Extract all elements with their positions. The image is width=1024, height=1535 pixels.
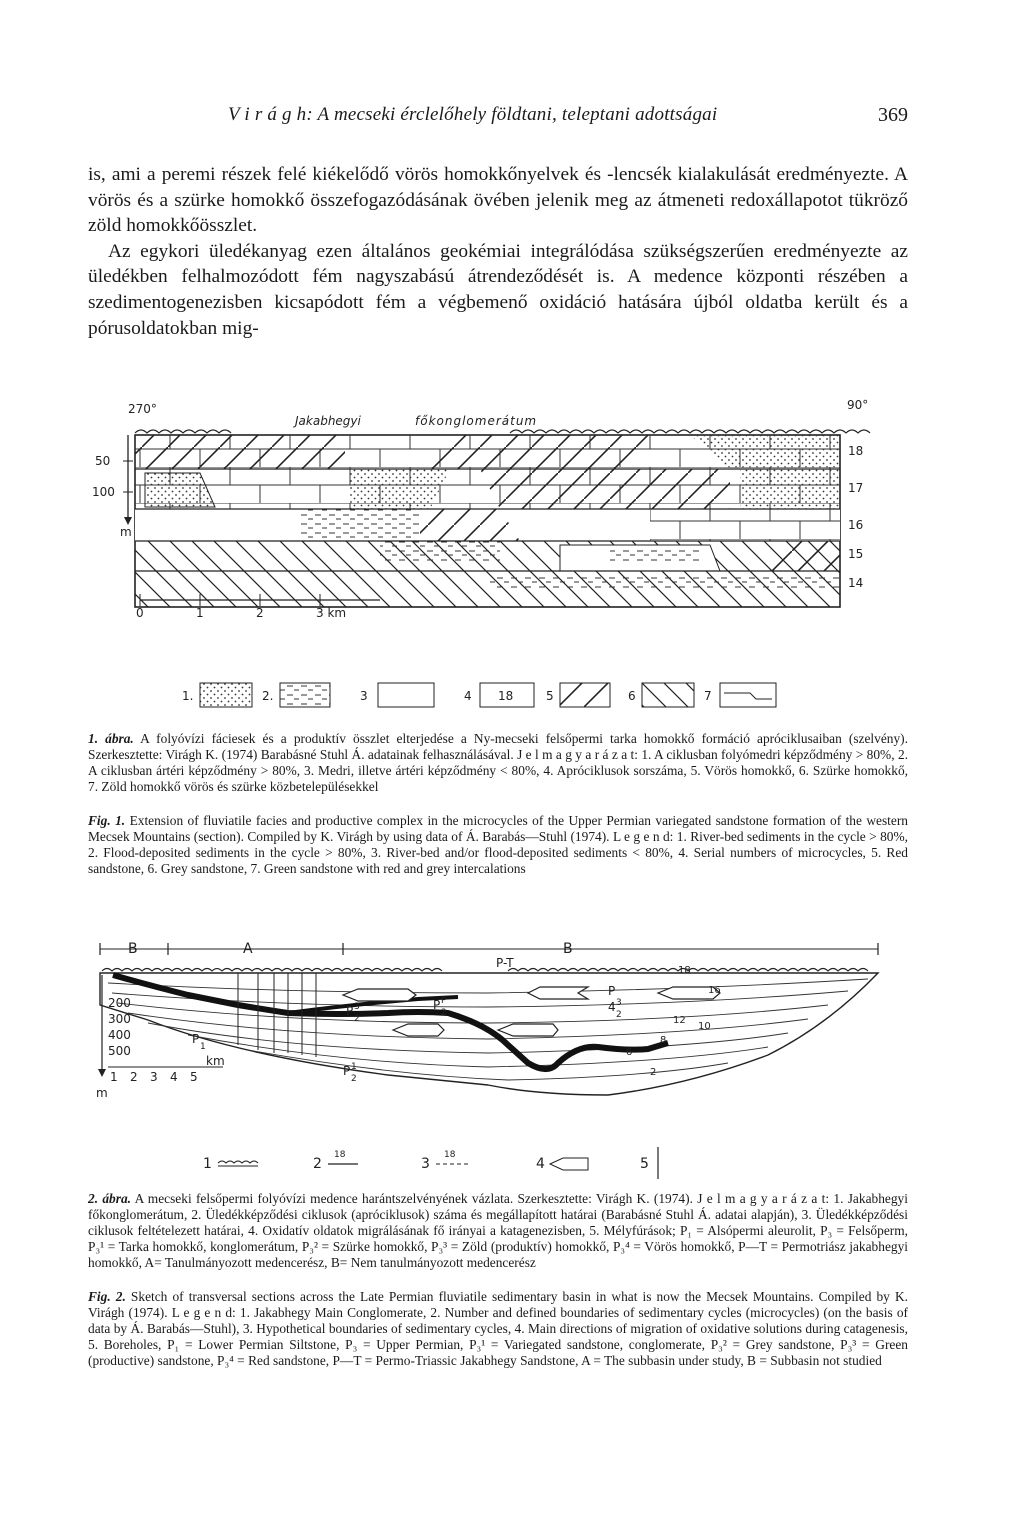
unit-p33b-sub: 2: [616, 1010, 622, 1020]
scale-1: 1: [196, 606, 204, 620]
figure-1-label-en: Fig. 1.: [88, 813, 126, 828]
cycle-6: 6: [626, 1047, 633, 1058]
km-unit: km: [206, 1054, 225, 1068]
legend-4-box-value: 18: [498, 689, 514, 703]
legend-3-swatch: [378, 683, 434, 707]
running-header: [228, 100, 908, 134]
unit-p31-label: P: [343, 1064, 351, 1078]
legend-7-num: 7: [704, 689, 712, 703]
scale-0: 0: [136, 606, 144, 620]
figure-2-legend-hu: 1. Jakabhegyi főkonglomerátum, 2. Üledékképződési ciklusok (apróciklusok) száma és megállapított határai (Barabásné Stuhl Á. adatai alapján), 3. Üledékképződési ciklusok feltételezett határai, 4. Oxidatív oldatok migrálásának fő irányai a katagenezisben, 5. Mélyfúrások; P₁ = Alsópermi aleurolit, P₃ = Felsőperm, P₃¹ = Tarka homokkő, konglomerátum, P₃² = Szürke homokkő, P₃³ = Zöld (produktív) homokkő, P₃⁴ = Vörös homokkő, P—T = Permotriász jakabhegyi homokkő, A= Tanulmányozott medencerész, B= Nem tanulmányozott medencerész: [88, 1191, 908, 1270]
figure-1-caption-hu: [88, 731, 908, 795]
legend-2-num: 2.: [262, 689, 274, 703]
unit-p34-label: P: [433, 998, 441, 1012]
scale-3km: 3 km: [316, 606, 347, 620]
legend2-2-value: 18: [334, 1150, 346, 1160]
angle-right-label: 90°: [847, 398, 869, 412]
cycle-18: 18: [678, 965, 691, 976]
figure-1-caption-en-text: Extension of fluviatile facies and productive complex in the microcycles of the Upper Permian variegated sandstone formation of the western Mecsek Mountains (section). Compiled by K. Virágh by using data of Á. Barabás—Stuhl (1974).: [88, 813, 908, 844]
km-5: 5: [190, 1070, 198, 1084]
unit-p34-sub: 2: [441, 1008, 447, 1018]
figure-1-legend-word-en: L e g e n d:: [612, 829, 674, 844]
figure-1-legend-en: 1. River-bed sediments in the cycle > 80%, 2. Flood-deposited sediments in the cycle > 80%, 3. River-bed and/or flood-deposited sediments < 80%, 4. Serial numbers of microcycles, 5. Red sandstone, 6. Grey sandstone, 7. Green sandstone with red and grey intercalations: [88, 829, 908, 876]
legend-7-swatch: [720, 683, 776, 707]
legend-1-swatch: [200, 683, 252, 707]
paragraph-1: is, ami a peremi részek felé kiékelődő vörös homokkőnyelvek és -lencsék kialakulását eredményezte. A vörös és a szürke homokkő összefogazódásának övében jelenik meg az átmeneti redoxállapotot tükröző zöld homokkőösszlet.: [88, 164, 908, 237]
conglomerate-surface: [102, 969, 868, 972]
depth-500: 500: [108, 1044, 131, 1058]
label-a: A: [243, 941, 253, 957]
legend2-4-num: 4: [536, 1156, 545, 1172]
depth-400: 400: [108, 1028, 131, 1042]
figure-2-caption-en-text: Sketch of transversal sections across the Late Permian fluviatile sedimentary basin in what is now the Mecsek Mountains. Compiled by K. Virágh (1974).: [88, 1289, 908, 1320]
depth-unit-label: m: [120, 525, 132, 539]
depth-100-label: 100: [92, 485, 115, 499]
unit-p-sub-1: 1: [200, 1042, 206, 1052]
cycle-17-label: 17: [848, 481, 864, 495]
conglomerate-row: [135, 430, 870, 433]
km-4: 4: [170, 1070, 178, 1084]
cycle-15-label: 15: [848, 547, 864, 561]
figure-1-label-hu: 1. ábra.: [88, 731, 134, 746]
cycle-2: 2: [650, 1067, 657, 1078]
angle-left-label: 270°: [128, 402, 157, 416]
unit-p31-sup: 1: [351, 1062, 357, 1072]
legend2-3-value: 18: [444, 1150, 456, 1160]
legend-2-swatch: [280, 683, 330, 707]
unit-p33b-label: 4: [608, 1000, 616, 1014]
cycle-18-label: 18: [848, 444, 864, 458]
depth-50-label: 50: [95, 454, 111, 468]
figure-1-legend-hu: 1. A ciklusban folyómedri képződmény > 80%, 2. A ciklusban ártéri képződmény > 80%, 3. Medri, illetve ártéri képződmény < 80%, 4. Apróciklusok sorszáma, 5. Vörös homokkő, 6. Szürke homokkő, 7. Zöld homokkő vörös és szürke közbetelepülésekkel: [88, 747, 908, 794]
scale-2: 2: [256, 606, 264, 620]
cycle-16-label: 16: [848, 518, 864, 532]
legend2-5-num: 5: [640, 1156, 649, 1172]
figure-1-legend: [182, 683, 776, 707]
legend2-1-num: 1: [203, 1156, 212, 1172]
figure-2-legend: [203, 1147, 658, 1179]
km-1: 1: [110, 1070, 118, 1084]
figure-1-legend-word-hu: J e l m a g y a r á z a t:: [517, 747, 638, 762]
legend-6-num: 6: [628, 689, 636, 703]
unit-p32-label: P: [608, 984, 616, 998]
legend-4-num: 4: [464, 689, 472, 703]
legend-6-swatch: [642, 683, 694, 707]
header-title: [228, 104, 717, 126]
depth-200: 200: [108, 996, 131, 1010]
unit-p31-sub: 2: [351, 1074, 357, 1084]
legend2-2-num: 2: [313, 1156, 322, 1172]
label-b-right: B: [563, 941, 573, 957]
unit-p33-sub: 2: [354, 1014, 360, 1024]
cycle-12: 12: [673, 1015, 686, 1026]
unit-p-label: P: [192, 1032, 200, 1046]
unit-p33-label: P: [346, 1004, 354, 1018]
legend-5-swatch: [560, 683, 610, 707]
figure-2-legend-word-en: L e g e n d:: [171, 1305, 236, 1320]
unit-p34-sup: P: [441, 996, 447, 1006]
figure-2-caption-en: [88, 1289, 908, 1369]
header-author: V i r á g h:: [228, 104, 313, 125]
depth-unit-2: m: [96, 1086, 108, 1100]
legend-3-num: 3: [360, 689, 368, 703]
cycle-8: 8: [660, 1035, 667, 1046]
depth-arrow: [124, 517, 132, 525]
figure-2-label-hu: 2. ábra.: [88, 1191, 131, 1206]
cycle-14-label: 14: [848, 576, 864, 590]
figure-2-basin-section: [88, 935, 898, 1185]
jakabhegyi-label: Jakabhegyi: [295, 414, 361, 428]
figure-2-legend-en: 1. Jakabhegy Main Conglomerate, 2. Number and defined boundaries of sedimentary cycles (microcycles) (on the basis of data by Á. Barabás—Stuhl), 3. Hypothetical boundaries of sedimentary cycles, 4. Main directions of migration of oxidative solutions during catagenesis, 5. Boreholes, P₁ = Lower Permian Siltstone, P₃ = Upper Permian, P₃¹ = Variegated sandstone, conglomerate, P₃² = Grey sandstone, P₃³ = Green (productive) sandstone, P₃⁴ = Red sandstone, P—T = Permo-Triassic Jakabhegy Sandstone, A = The subbasin under study, B = Subbasin not studied: [88, 1305, 908, 1368]
cycle-10: 10: [698, 1021, 711, 1032]
legend-1-num: 1.: [182, 689, 194, 703]
page-number: 369: [878, 104, 908, 126]
label-pt: P-T: [496, 956, 514, 970]
unit-p33b-sup: 3: [616, 998, 622, 1008]
depth-300: 300: [108, 1012, 131, 1026]
header-article-title: A mecseki érclelőhely földtani, teleptani adottságai: [317, 104, 718, 125]
figure-1-caption-hu-text: A folyóvízi fáciesek és a produktív összlet elterjedése a Ny-mecseki felsőpermi tarka homokkő formáció apróciklusaiban (szelvény). Szerkesztette: Virágh K. (1974) Barabásné Stuhl Á. adatainak felhasználásával.: [88, 731, 908, 762]
figure-2-label-en: Fig. 2.: [88, 1289, 126, 1304]
cycle-16: 16: [708, 985, 721, 996]
figure-2-caption-hu: [88, 1191, 908, 1271]
unit-p33-sup: 3: [354, 1002, 360, 1012]
km-2: 2: [130, 1070, 138, 1084]
figure-1-caption-en: [88, 813, 908, 877]
figure-1-section-diagram: [90, 395, 890, 725]
figure-2-caption-hu-text: A mecseki felsőpermi folyóvízi medence harántszelvényének vázlata. Szerkesztette: Virágh K. (1974).: [134, 1191, 693, 1206]
legend-5-num: 5: [546, 689, 554, 703]
label-b-left: B: [128, 941, 138, 957]
paragraph-2: Az egykori üledékanyag ezen általános geokémiai integrálódása szükségszerűen eredményezte az üledékben felhalmozódott fém nagyszabású átrendeződését is. A medence központi részében a szedimentogenezisben kicsapódott fém a végbemenő oxidáció hatására újból oldatba került és a pórusoldatokban mig-: [88, 240, 908, 339]
km-3: 3: [150, 1070, 158, 1084]
legend2-3-num: 3: [421, 1156, 430, 1172]
fokonglomeratum-label: főkonglomerátum: [415, 414, 538, 428]
body-text: [88, 162, 908, 341]
figure-2-legend-word-hu: J e l m a g y a r á z a t:: [697, 1191, 830, 1206]
